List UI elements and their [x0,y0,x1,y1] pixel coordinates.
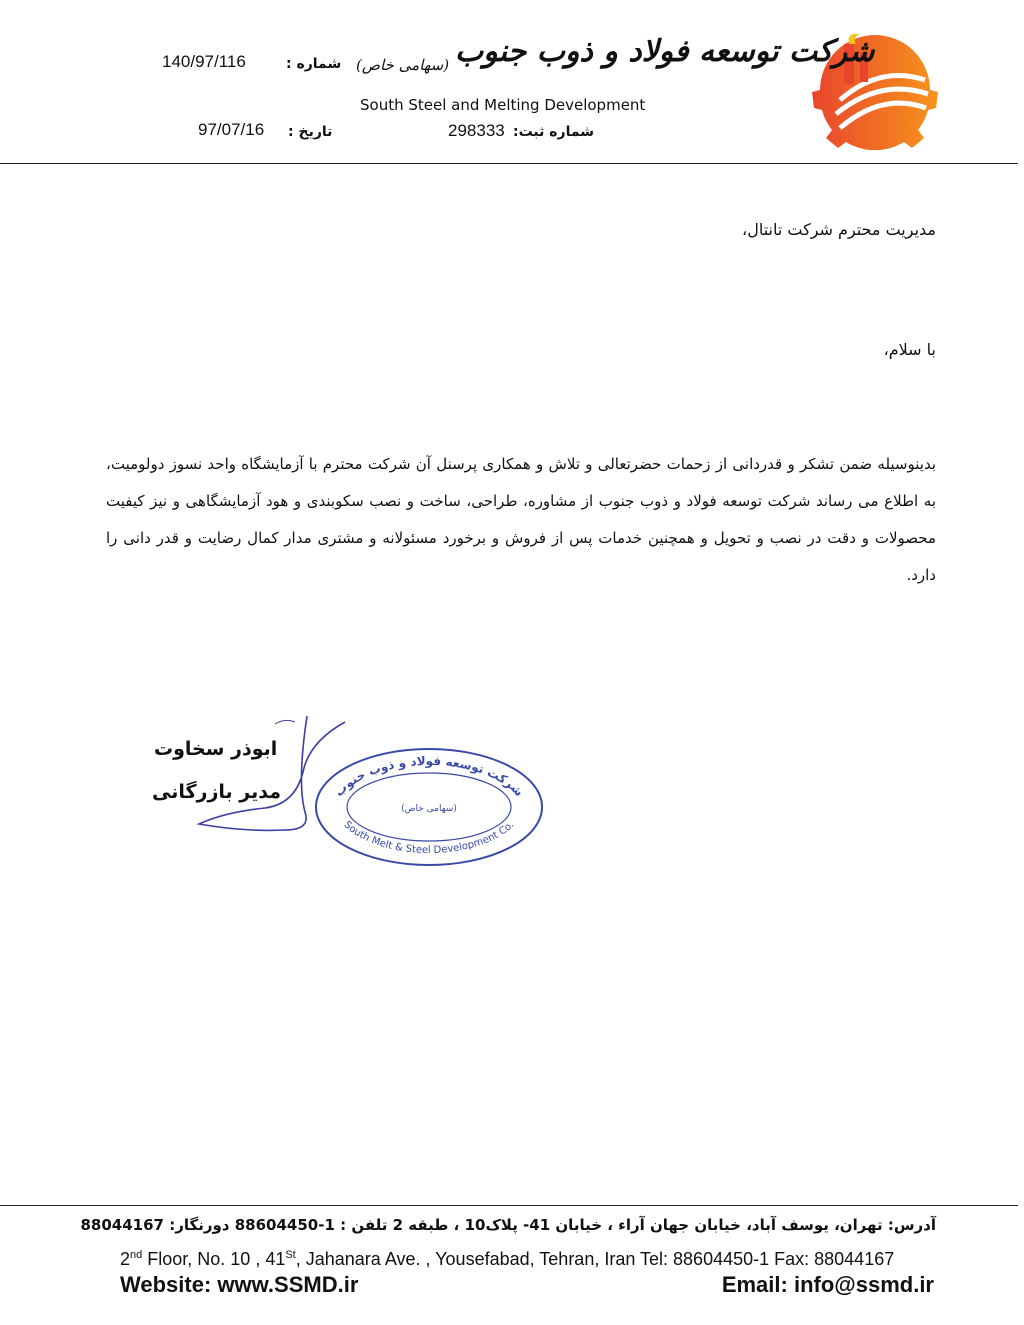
signatory-title: مدیر بازرگانی [152,781,281,803]
company-stamp [312,745,547,870]
footer-website[interactable]: Website: www.SSMD.ir [120,1272,359,1297]
svg-text:South Melt & Steel Development [342,819,517,856]
footer-divider [0,1205,1018,1206]
footer-address-en: 2nd Floor, No. 10 , 41St, Jahanara Ave. , Yousefabad, Tehran, Iran Tel: 88604450-1 Fax: 88044167 [120,1249,895,1269]
stamp-text-fa: شرکت توسعه فولاد و ذوب جنوب [331,753,527,800]
recipient: مدیریت محترم شرکت تانتال، [742,220,936,239]
footer-address-fa: آدرس: تهران، یوسف آباد، خیابان جهان آراء ، خیابان 41- پلاک10 ، طبقه 2 تلفن : 1-88604450 دورنگار: 88044167 [80,1216,936,1234]
letter-number-label: شماره : [286,56,342,72]
footer-email[interactable]: Email: info@ssmd.ir [721,1272,934,1297]
letter-number: 140/97/116 [162,52,246,71]
header-divider [0,163,1018,164]
registration-label: شماره ثبت: [513,124,594,140]
greeting: با سلام، [883,340,936,359]
company-name-fa: شرکت توسعه فولاد و ذوب جنوب [455,34,875,69]
registration-number: 298333 [448,121,505,140]
letter-body: بدینوسیله ضمن تشکر و قدردانی از زحمات حضرتعالی و تلاش و همکاری پرسنل آن شرکت محترم با آزمایشگاه واحد نسوز دولومیت، به اطلاع می رساند شرکت توسعه فولاد و ذوب جنوب از مشاوره، طراحی، ساخت و نصب سکوبندی و هود آزمایشگاهی و نیز کیفیت محصولات و دقت در نصب و تحویل و همچنین خدمات پس از فروش و برخورد مسئولانه و مشتری مدار کمال رضایت و قدر دانی را دارد. [106,455,936,584]
signatory-name: ابوذر سخاوت [154,738,278,760]
date-label: تاریخ : [288,124,333,140]
company-type-fa: (سهامی خاص) [356,56,450,74]
letter-date: 97/07/16 [198,120,265,139]
stamp-type-fa: (سهامی خاص) [401,804,457,814]
stamp-text-en: South Melt & Steel Development Co. [341,819,517,857]
company-name-en: South Steel and Melting Development [360,96,646,114]
